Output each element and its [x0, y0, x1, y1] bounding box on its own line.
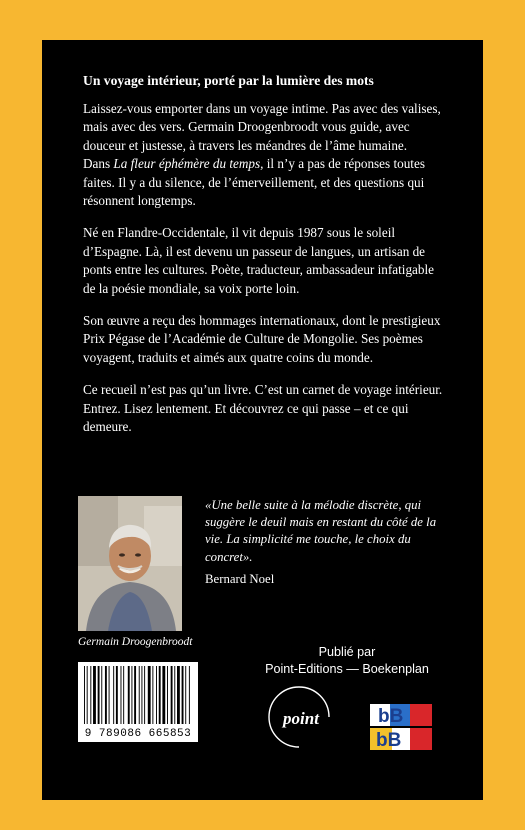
barcode-bar [189, 666, 190, 724]
barcode-bars [78, 662, 198, 728]
barcode-bar [128, 666, 130, 724]
point-logo-text: point [283, 709, 319, 728]
barcode-bar [162, 666, 165, 724]
paragraph-closing: Ce recueil n’est pas qu’un livre. C’est un carnet de voyage intérieur. Entrez. Lisez lentement. Et découvrez ce qui passe – et ce qui demeure. [83, 382, 443, 435]
isbn-barcode [78, 662, 198, 742]
book-title: La fleur éphémère du temps, [113, 156, 264, 172]
isbn-number: 9 789086 665853 [84, 728, 192, 740]
bb-logo-top-text: bB [378, 706, 404, 727]
quote-author: Bernard Noel [205, 572, 275, 586]
barcode-bar [109, 666, 110, 724]
back-cover-panel [42, 40, 483, 800]
barcode-bar [148, 666, 151, 724]
paragraph-awards: Son œuvre a reçu des hommages internationaux, dont le prestigieux Prix Pégase de l’Académie de Culture de Mongolie. Ses poèmes voyagent, traduits et aimés aux quatre coins du monde. [83, 313, 441, 365]
barcode-bar [134, 666, 136, 724]
barcode-bar [98, 666, 100, 724]
barcode-bar [182, 666, 184, 724]
paragraph-intro-prefix: Dans [83, 156, 114, 172]
barcode-bar [123, 666, 124, 724]
author-photo [78, 496, 182, 631]
barcode-bar [131, 666, 132, 724]
barcode-bar [141, 666, 142, 724]
boekenplan-logo [370, 704, 432, 750]
blurb-text [83, 100, 448, 451]
published-by-label: Publié par [318, 645, 376, 659]
paragraph-intro-suffix: il n’y a pas de réponses toutes faites. Il y a du silence, de l’émerveillement, et des questions qui résonnent longtemps. [83, 156, 425, 209]
barcode-bar [156, 666, 157, 724]
photo-caption: Germain Droogenbroodt [78, 636, 193, 648]
barcode-bar [113, 666, 114, 724]
point-editions-logo [264, 682, 334, 752]
barcode-bar [87, 666, 88, 724]
barcode-bar [116, 666, 118, 724]
publisher-info [252, 644, 442, 678]
barcode-bar [84, 666, 85, 724]
barcode-bar [174, 666, 175, 724]
barcode-bar [177, 666, 180, 724]
paragraph-intro-a: Laissez-vous emporter dans un voyage intime. Pas avec des valises, mais avec des vers. Germain Droogenbroodt vous guide, avec douceur et justesse, à travers les méandres de l’âme humaine. [83, 101, 441, 153]
barcode-bar [121, 666, 122, 724]
barcode-bar [144, 666, 145, 724]
barcode-bar [90, 666, 91, 724]
paragraph-biography: Né en Flandre-Occidentale, il vit depuis 1987 sous le soleil d’Espagne. Là, il est devenu un passeur de langues, un artisan de ponts entre les cultures. Poète, traducteur, ambassadeur infatigable de la poésie mondiale, sa voix porte loin. [83, 225, 435, 296]
bb-logo-bottom-text: bB [376, 730, 402, 750]
barcode-bar [167, 666, 168, 724]
barcode-bar [159, 666, 161, 724]
review-quote: «Une belle suite à la mélodie discrète, qui suggère le deuil mais en restant du côté de la vie. La simplicité me touche, le choix du concret». [205, 498, 437, 564]
author-photo-illustration [78, 496, 182, 631]
barcode-bar [171, 666, 173, 724]
barcode-bar [93, 666, 96, 724]
paragraph-intro [83, 100, 448, 210]
barcode-bar [139, 666, 140, 724]
barcode-bar [185, 666, 186, 724]
barcode-bar [152, 666, 153, 724]
publisher-names: Point-Editions — Boekenplan [265, 662, 429, 676]
barcode-bar [101, 666, 102, 724]
barcode-bar [105, 666, 107, 724]
headline: Un voyage intérieur, porté par la lumière des mots [83, 73, 374, 88]
